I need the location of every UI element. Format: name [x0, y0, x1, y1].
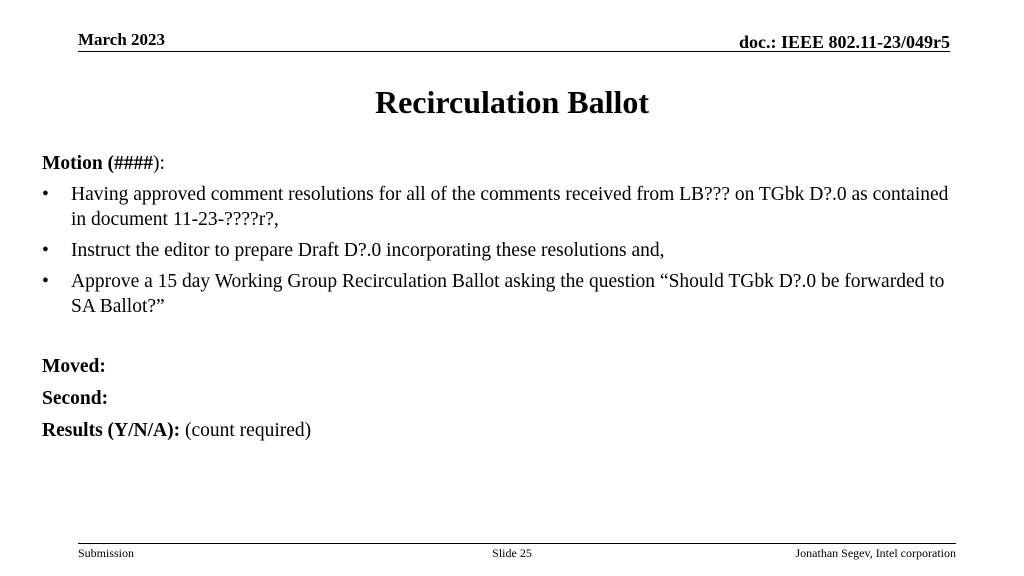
slide-body — [42, 151, 962, 450]
footer-author: Jonathan Segev, Intel corporation — [795, 546, 956, 560]
bullet-text: Instruct the editor to prepare Draft D?.0 incorporating these resolutions and, — [71, 240, 665, 261]
motion-label: Motion (#### — [42, 153, 154, 174]
results-line — [42, 418, 962, 443]
footer-submission: Submission — [78, 546, 135, 560]
results-label: Results (Y/N/A): — [42, 420, 181, 441]
bullet-icon: • — [42, 184, 49, 205]
footer-divider — [78, 543, 956, 544]
second-label: Second: — [42, 388, 109, 409]
header-divider — [78, 51, 950, 52]
motion-label-suffix: ): — [153, 153, 165, 174]
header-date: March 2023 — [78, 30, 166, 49]
bullet-text: Having approved comment resolutions for all of the comments received from LB??? on TGbk D?.0 as contained in document 11-23-????r?, — [71, 184, 949, 230]
motion-bullet-list — [42, 182, 962, 319]
bullet-icon: • — [42, 240, 49, 261]
bullet-icon: • — [42, 271, 49, 292]
header-doc-id: doc.: IEEE 802.11-23/049r5 — [738, 32, 950, 52]
list-item — [42, 238, 962, 263]
list-item — [42, 269, 962, 319]
footer-slide-number: Slide 25 — [492, 546, 532, 560]
motion-heading — [42, 151, 962, 176]
moved-label: Moved: — [42, 356, 106, 377]
results-value: (count required) — [180, 420, 312, 441]
vote-block — [42, 354, 962, 443]
list-item — [42, 182, 962, 232]
slide-title: Recirculation Ballot — [374, 84, 650, 120]
bullet-text: Approve a 15 day Working Group Recirculation Ballot asking the question “Should TGbk D?.0 be forwarded to SA Ballot?” — [71, 271, 945, 317]
